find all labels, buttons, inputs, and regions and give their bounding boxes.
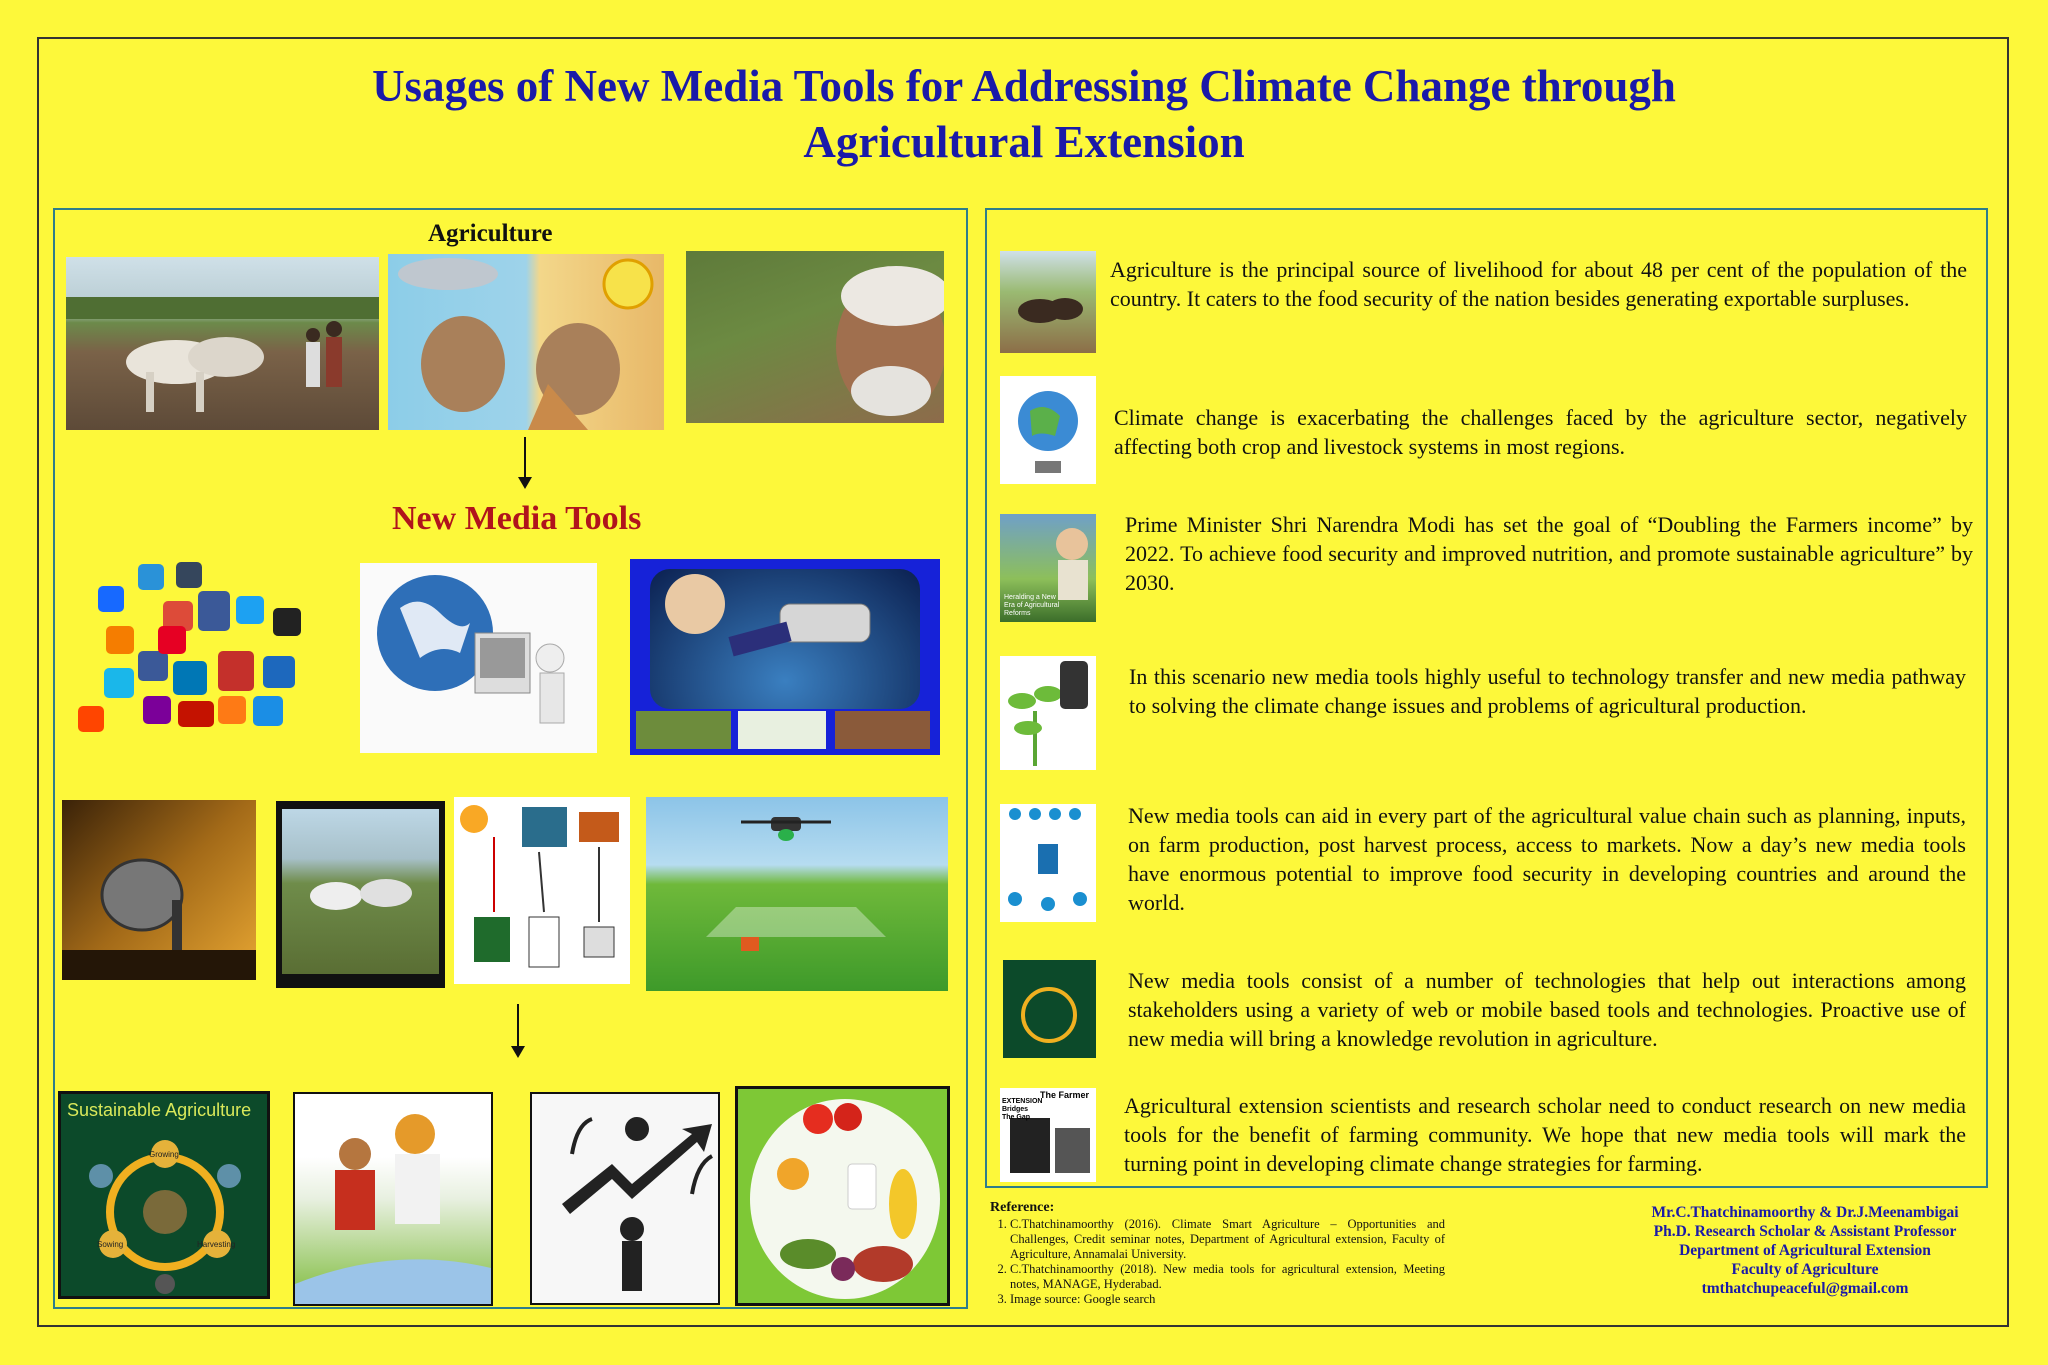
paragraph-4: In this scenario new media tools highly useful to technology transfer and new media pathway to solving the climate change issues and problems of agricultural production. [1129,664,1966,718]
agriculture-label: Agriculture [428,220,553,247]
food-svg [738,1089,950,1306]
cycle-svg [61,1094,270,1299]
paragraph-5: New media tools can aid in every part of the agricultural value chain such as planning, inputs, on farm production, post harvest process, access to markets. Now a day’s new media tools have enormous potential to improve food security in developing countries and around the world. [1128,803,1966,915]
satellite-image [630,559,940,755]
down-arrow-2 [517,1004,519,1056]
cycle-harvesting: Harvesting [197,1240,236,1249]
globe-computer-image [360,563,597,753]
tv-farmers-image [276,801,445,988]
reference-item-2: 2. C.Thatchinamoorthy (2018). New media tools for agricultural extension, Meeting notes, MANAGE, Hyderabad. [1010,1262,1445,1292]
oxen-svg [276,801,445,988]
paragraph-3: Prime Minister Shri Narendra Modi has set the goal of “Doubling the Farmers income” by 2022. To achieve food security and improved nutrition, and promote sustainable agriculture” by 2030. [1125,512,1973,595]
thumb-extension-caption-2: EXTENSION Bridges The Gap [1002,1098,1043,1121]
paragraph-1: Agriculture is the principal source of livelihood for about 48 per cent of the population of the country. It caters to the food security of the nation besides generating exportable surpluses. [1110,257,1967,311]
sustainable-agri-caption: Sustainable Agriculture [67,1100,252,1120]
social-media-icons-cluster [68,556,313,749]
drone-farm-image [646,797,948,991]
author-faculty: Faculty of Agriculture [1731,1261,1879,1278]
paragraph-6: New media tools consist of a number of technologies that help out interactions among stakeholders using a variety of web or mobile based tools and technologies. Proactive use of new media will bring a knowledge revolution in agriculture. [1128,968,1966,1051]
oxen-illustration [66,257,379,430]
microphone-svg [62,800,256,980]
thumb-extension [1000,1088,1096,1182]
reference-section [990,1200,1445,1307]
thumb-oxen-svg [1000,251,1096,353]
growth-silhouette-image [530,1092,720,1305]
thumb-plant-phone [1000,656,1096,770]
author-roles: Ph.D. Research Scholar & Assistant Professor [1653,1223,1957,1240]
new-media-label: New Media Tools [392,500,642,537]
thumb-sustainable-svg [1003,960,1096,1058]
paragraph-7: Agricultural extension scientists and research scholar need to conduct research on new media tools for the benefit of farming community. We hope that new media tools will mark the turning point in developing climate change strategies for farming. [1124,1093,1966,1176]
reference-heading: Reference: [990,1200,1055,1215]
sustainable-agriculture-image [58,1091,270,1299]
diagram-svg [454,797,630,984]
thumb-climate-earth [1000,376,1096,484]
thumb-modi-caption: Heralding a New Era of Agricultural Reforms [1004,594,1060,617]
author-names: Mr.C.Thatchinamoorthy & Dr.J.Meenambigai [1651,1204,1959,1221]
healthy-food-image [735,1086,950,1306]
satellite-svg [630,559,940,755]
title-line-1: Usages of New Media Tools for Addressing Climate Change through [372,61,1676,111]
globe-illustration [360,563,597,753]
author-email: tmthatchupeaceful@gmail.com [1701,1280,1909,1297]
paragraph-2: Climate change is exacerbating the challenges faced by the agriculture sector, negatively affecting both crop and livestock systems in most regions. [1114,405,1967,459]
social-icons-svg [68,556,313,749]
author-department: Department of Agricultural Extension [1679,1242,1931,1259]
farmer-face [686,251,944,423]
farmers-svg [295,1094,493,1306]
radio-microphone-image [62,800,256,980]
silhouette-svg [532,1094,720,1305]
cycle-sowing: Sowing [97,1240,124,1249]
reference-item-1: 1. C.Thatchinamoorthy (2016). Climate Smart Agriculture – Opportunities and Challenges, Credit seminar notes, Department of Agricultural extension, Faculty of Agriculture, Annamalai University. [1010,1217,1445,1262]
poster-title [0,58,2048,170]
thumb-agriculture [1000,251,1096,353]
thumb-modi [1000,514,1096,622]
thumb-value-chain [1000,804,1096,922]
ox-plough-photo [66,257,379,430]
thumb-chain-svg [1000,804,1096,922]
author-block [1560,1203,2048,1298]
drone-svg [646,797,948,991]
thumb-sustainable [1003,960,1096,1058]
happy-farmers-image [293,1092,493,1306]
cartoon-shapes [388,254,664,430]
thumb-extension-caption: The Farmer [1040,1090,1090,1100]
cycle-growing: Growing [149,1150,179,1159]
reference-item-3: 3. Image source: Google search [1010,1292,1445,1307]
down-arrow-1 [524,437,526,487]
thumb-plant-svg [1000,656,1096,770]
thumb-earth-svg [1000,376,1096,484]
farmer-field-photo [686,251,944,423]
title-line-2: Agricultural Extension [803,117,1245,167]
tech-transfer-diagram [454,797,630,984]
climate-cartoon [388,254,664,430]
